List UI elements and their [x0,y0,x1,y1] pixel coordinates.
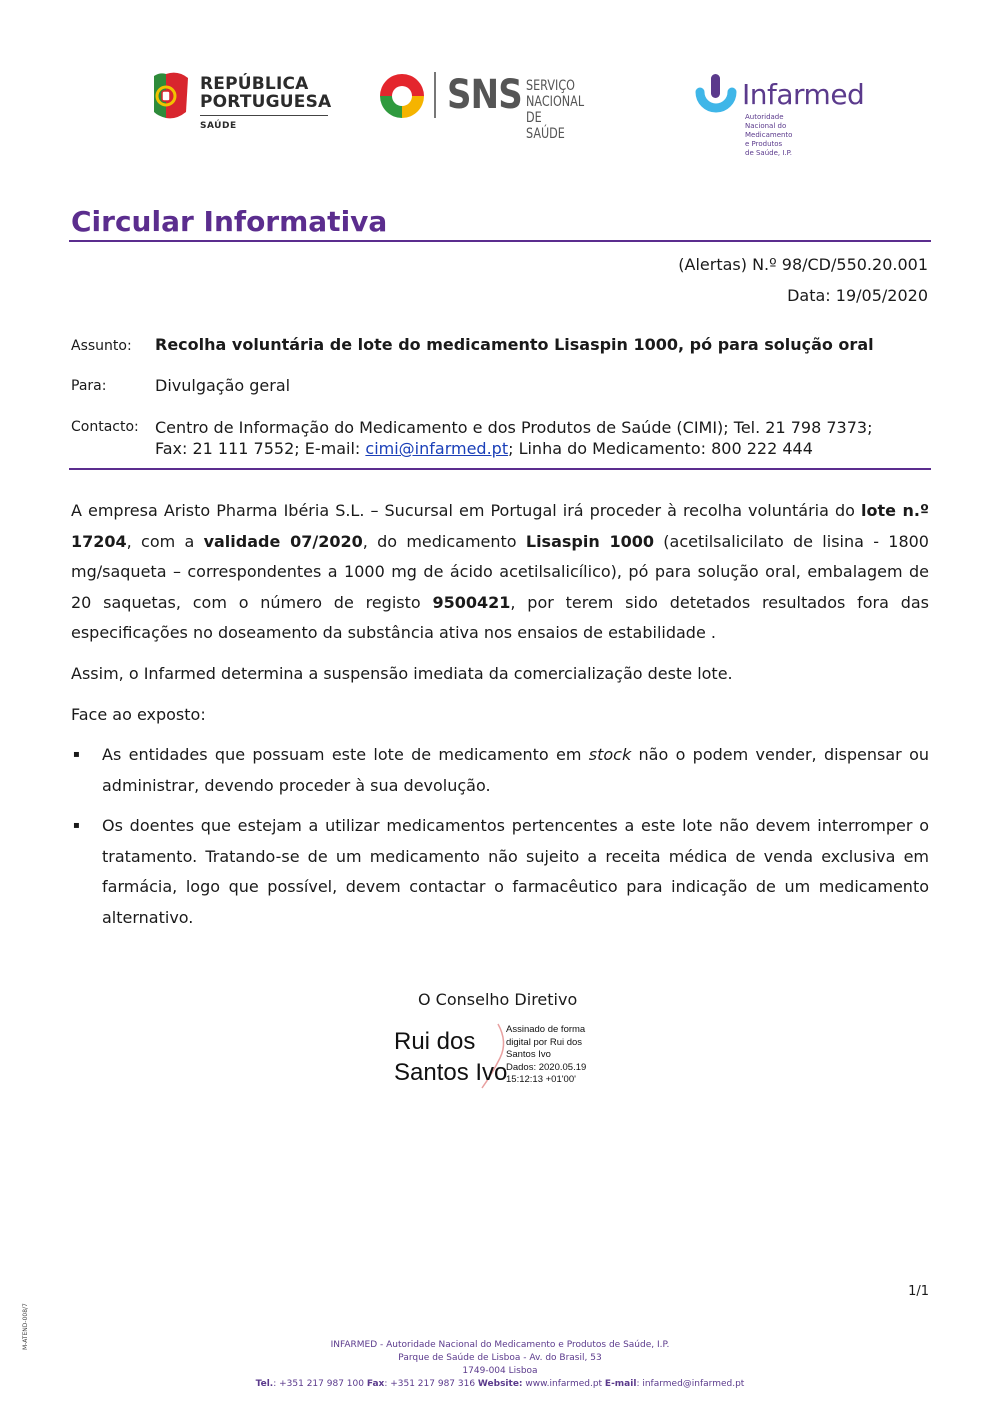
form-code: M-ATEND-008/7 [22,1303,29,1350]
body-paragraph-3: Face ao exposto: [71,705,206,724]
reference-number: (Alertas) N.º 98/CD/550.20.001 [678,255,928,274]
signer-name-line2: Santos Ivo [394,1059,508,1086]
meta-divider [69,468,931,470]
bullet-marker: ▪ [73,820,80,831]
footer-contacts: Tel.: +351 217 987 100 Fax: +351 217 987 316 Website: www.infarmed.pt E-mail: infarmed@infarmed.pt [255,1379,745,1389]
contacto-email-link[interactable]: cimi@infarmed.pt [365,439,509,458]
sns-abbr: SNS [447,72,522,118]
contacto-fax: Fax: 21 111 7552; E-mail: [155,439,366,458]
footer-line3: 1749-004 Lisboa [462,1366,538,1376]
digital-signature-stamp: Assinado de forma digital por Rui dos Santos Ivo Dados: 2020.05.19 15:12:13 +01'00' [506,1024,587,1086]
infarmed-sub2: e Produtos de Saúde, I.P. [745,140,792,157]
bullet-marker: ▪ [73,749,80,760]
registo-number: 9500421 [432,592,511,612]
signer-name-line1: Rui dos [394,1028,476,1055]
assunto-label: Assunto: [71,338,132,354]
infarmed-name: Infarmed [742,78,865,111]
page-number: 1/1 [908,1284,929,1299]
sns-line2: DE SAÚDE [526,110,565,142]
contacto-value [155,417,945,459]
para-value: Divulgação geral [155,376,291,395]
signer-name [394,1026,507,1088]
contacto-linha: ; Linha do Medicamento: 800 222 444 [508,439,813,458]
republica-text: REPÚBLICA [200,74,309,94]
stock-word: stock [588,745,632,764]
assunto-value: Recolha voluntária de lote do medicamento Lisaspin 1000, pó para solução oral [155,335,874,354]
portugal-flag-icon [150,72,190,120]
medicine-name: Lisaspin 1000 [525,531,655,551]
document-date: Data: 19/05/2020 [787,286,928,305]
bullet-item-1: As entidades que possuam este lote de medicamento em stock não o podem vender, dispensar ou administrar, devendo proceder à sua devolução. [102,745,930,795]
body-paragraph-1: A empresa Aristo Pharma Ibéria S.L. – Sucursal em Portugal irá proceder à recolha voluntária do lote n.º 17204, com a validade 07/2020, do medicamento Lisaspin 1000 (acetilsalicilato de lisina - 1800 mg/saqueta – correspondentes a 1000 mg de ácido acetilsalicílico), pó para solução oral, embalagem de 20 saquetas, com o número de registo 9500421, por terem sido detetados resultados fora das especificações no doseamento da substância ativa nos ensaios de estabilidade . [71,501,930,643]
infarmed-logo-icon [694,74,738,118]
signoff: O Conselho Diretivo [418,990,578,1009]
document-title: Circular Informativa [71,205,388,238]
saude-text: SAÚDE [200,121,237,131]
contacto-line1: Centro de Informação do Medicamento e dos Produtos de Saúde (CIMI); Tel. 21 798 7373; [155,418,873,437]
portuguesa-text: PORTUGUESA [200,92,332,112]
infarmed-sub1: Autoridade Nacional do Medicamento [745,113,793,139]
sns-line1: SERVIÇO NACIONAL [526,78,585,110]
contacto-line2 [155,438,945,459]
para-label: Para: [71,378,107,394]
sns-logo-icon [378,72,426,120]
lote-number: lote n.º 17204 [71,501,929,551]
validade: validade 07/2020 [203,531,363,551]
title-divider [69,240,931,242]
bullet-item-2: Os doentes que estejam a utilizar medicamentos pertencentes a este lote não devem interromper o tratamento. Tratando-se de um medicamento não sujeito a receita médica de venda exclusiva em farmácia, logo que possível, devem contactar o farmacêutico para indicação de um medicamento alternativo. [102,816,929,927]
contacto-label: Contacto: [71,419,139,435]
footer-line1: INFARMED - Autoridade Nacional do Medicamento e Produtos de Saúde, I.P. [330,1340,670,1350]
body-paragraph-2: Assim, o Infarmed determina a suspensão imediata da comercialização deste lote. [71,664,733,683]
footer-line2: Parque de Saúde de Lisboa - Av. do Brasil, 53 [398,1353,602,1363]
